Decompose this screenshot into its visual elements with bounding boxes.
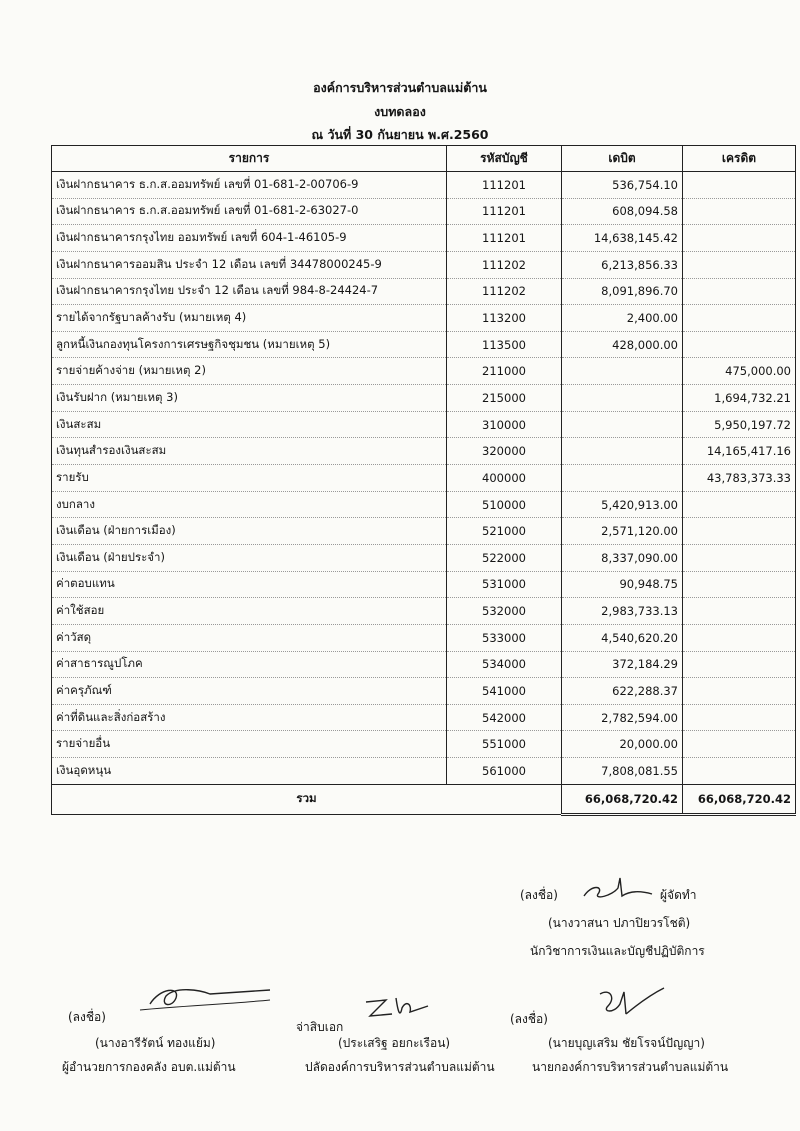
row-item-name: เงินทุนสำรองเงินสะสม [52,438,447,465]
row-debit: 6,213,856.33 [562,251,683,278]
mayor-sign-label: (ลงชื่อ) [510,1012,548,1026]
table-row [52,385,796,412]
row-account-code: 111201 [447,198,562,225]
org-name: องค์การบริหารส่วนตำบลแม่ต้าน [313,80,487,95]
row-credit: 5,950,197.72 [683,411,796,438]
table-row [52,571,796,598]
row-credit [683,571,796,598]
row-debit: 2,571,120.00 [562,518,683,545]
row-account-code: 541000 [447,678,562,705]
trial-balance-table [51,145,796,816]
row-account-code: 211000 [447,358,562,385]
row-item-name: ค่าวัสดุ [52,624,447,651]
row-credit: 1,694,732.21 [683,385,796,412]
row-account-code: 113500 [447,331,562,358]
row-debit: 536,754.10 [562,172,683,199]
row-account-code: 542000 [447,704,562,731]
row-account-code: 215000 [447,385,562,412]
row-account-code: 551000 [447,731,562,758]
row-debit: 2,782,594.00 [562,704,683,731]
row-debit [562,358,683,385]
row-debit: 2,400.00 [562,305,683,332]
row-item-name: ค่าสาธารณูปโภค [52,651,447,678]
row-item-name: รายจ่ายค้างจ่าย (หมายเหตุ 2) [52,358,447,385]
table-row [52,678,796,705]
table-row [52,598,796,625]
table-row [52,331,796,358]
table-row [52,305,796,332]
col-header-credit: เครดิต [683,146,796,172]
row-item-name: เงินเดือน (ฝ่ายการเมือง) [52,518,447,545]
row-item-name: ค่าที่ดินและสิ่งก่อสร้าง [52,704,447,731]
row-account-code: 400000 [447,465,562,492]
preparer-signature-icon [578,874,658,904]
table-row [52,411,796,438]
row-item-name: เงินรับฝาก (หมายเหตุ 3) [52,385,447,412]
row-debit: 5,420,913.00 [562,491,683,518]
preparer-position: นักวิชาการเงินและบัญชีปฏิบัติการ [530,944,705,958]
row-credit: 43,783,373.33 [683,465,796,492]
col-header-code: รหัสบัญชี [447,146,562,172]
row-credit: 14,165,417.16 [683,438,796,465]
table-header-row [52,146,796,172]
table-row [52,758,796,785]
table-row [52,251,796,278]
row-account-code: 111201 [447,172,562,199]
mayor-name: (นายบุญเสริม ชัยโรจน์ปัญญา) [548,1036,705,1050]
row-credit [683,624,796,651]
row-item-name: เงินฝากธนาคาร ธ.ก.ส.ออมทรัพย์ เลขที่ 01-681-2-63027-0 [52,198,447,225]
table-row [52,278,796,305]
row-account-code: 532000 [447,598,562,625]
row-account-code: 111201 [447,225,562,252]
row-item-name: เงินเดือน (ฝ่ายประจำ) [52,544,447,571]
row-item-name: เงินฝากธนาคารกรุงไทย ประจำ 12 เดือน เลขที่ 984-8-24424-7 [52,278,447,305]
row-item-name: รายจ่ายอื่น [52,731,447,758]
row-credit [683,251,796,278]
row-account-code: 522000 [447,544,562,571]
col-header-debit: เดบิต [562,146,683,172]
mayor-signature-icon [590,984,670,1024]
clerk-rank: จ่าสิบเอก [296,1020,344,1034]
row-account-code: 510000 [447,491,562,518]
row-credit [683,651,796,678]
row-debit: 14,638,145.42 [562,225,683,252]
row-item-name: รายได้จากรัฐบาลค้างรับ (หมายเหตุ 4) [52,305,447,332]
row-debit [562,438,683,465]
table-body [52,172,796,785]
row-debit: 7,808,081.55 [562,758,683,785]
finance-name: (นางอารีรัตน์ ทองแย้ม) [95,1036,216,1050]
row-item-name: เงินฝากธนาคาร ธ.ก.ส.ออมทรัพย์ เลขที่ 01-681-2-00706-9 [52,172,447,199]
row-debit: 372,184.29 [562,651,683,678]
clerk-signature-icon [362,992,432,1024]
table-row [52,198,796,225]
row-item-name: เงินฝากธนาคารออมสิน ประจำ 12 เดือน เลขที่ 34478000245-9 [52,251,447,278]
row-credit [683,172,796,199]
row-credit [683,491,796,518]
row-account-code: 113200 [447,305,562,332]
finance-signature-icon [120,980,280,1016]
row-credit [683,225,796,252]
row-debit: 4,540,620.20 [562,624,683,651]
row-item-name: ค่าใช้สอย [52,598,447,625]
table-row [52,491,796,518]
row-credit [683,704,796,731]
row-debit [562,411,683,438]
row-debit [562,465,683,492]
row-item-name: เงินอุดหนุน [52,758,447,785]
row-account-code: 534000 [447,651,562,678]
table-row [52,225,796,252]
finance-position: ผู้อำนวยการกองคลัง อบต.แม่ต้าน [62,1060,236,1074]
row-item-name: ลูกหนี้เงินกองทุนโครงการเศรษฐกิจชุมชน (หมายเหตุ 5) [52,331,447,358]
row-item-name: งบกลาง [52,491,447,518]
row-credit [683,278,796,305]
row-credit [683,198,796,225]
document-date: ณ วันที่ 30 กันยายน พ.ศ.2560 [311,127,489,142]
row-debit: 8,091,896.70 [562,278,683,305]
table-row [52,704,796,731]
table-row [52,518,796,545]
clerk-name: (ประเสริฐ อยกะเรือน) [338,1036,451,1050]
finance-sign-label: (ลงชื่อ) [68,1010,106,1024]
total-label: รวม [52,784,562,814]
row-account-code: 310000 [447,411,562,438]
row-credit [683,598,796,625]
col-header-item: รายการ [52,146,447,172]
preparer-role: ผู้จัดทำ [660,888,697,902]
table-row [52,624,796,651]
row-debit: 2,983,733.13 [562,598,683,625]
row-credit: 475,000.00 [683,358,796,385]
row-account-code: 533000 [447,624,562,651]
row-credit [683,678,796,705]
table-row [52,651,796,678]
row-debit: 622,288.37 [562,678,683,705]
row-debit [562,385,683,412]
row-credit [683,544,796,571]
row-debit: 608,094.58 [562,198,683,225]
table-row [52,544,796,571]
row-debit: 90,948.75 [562,571,683,598]
row-account-code: 561000 [447,758,562,785]
mayor-position: นายกองค์การบริหารส่วนตำบลแม่ต้าน [532,1060,729,1074]
row-credit [683,331,796,358]
preparer-sign-label: (ลงชื่อ) [520,888,558,902]
document-title: งบทดลอง [374,104,426,119]
table-row [52,438,796,465]
row-item-name: เงินสะสม [52,411,447,438]
row-debit: 8,337,090.00 [562,544,683,571]
row-debit: 428,000.00 [562,331,683,358]
row-item-name: ค่าครุภัณฑ์ [52,678,447,705]
row-account-code: 111202 [447,251,562,278]
row-credit [683,305,796,332]
row-account-code: 531000 [447,571,562,598]
table-row [52,465,796,492]
row-account-code: 320000 [447,438,562,465]
row-item-name: ค่าตอบแทน [52,571,447,598]
table-row [52,172,796,199]
row-account-code: 111202 [447,278,562,305]
row-credit [683,518,796,545]
row-account-code: 521000 [447,518,562,545]
total-debit: 66,068,720.42 [562,784,683,814]
row-item-name: รายรับ [52,465,447,492]
row-debit: 20,000.00 [562,731,683,758]
row-credit [683,758,796,785]
clerk-position: ปลัดองค์การบริหารส่วนตำบลแม่ต้าน [305,1060,495,1074]
table-row [52,731,796,758]
total-credit: 66,068,720.42 [683,784,796,814]
preparer-name: (นางวาสนา ปภาปิยวรโชติ) [548,916,691,930]
total-row [52,784,796,814]
row-item-name: เงินฝากธนาคารกรุงไทย ออมทรัพย์ เลขที่ 604-1-46105-9 [52,225,447,252]
table-row [52,358,796,385]
row-credit [683,731,796,758]
